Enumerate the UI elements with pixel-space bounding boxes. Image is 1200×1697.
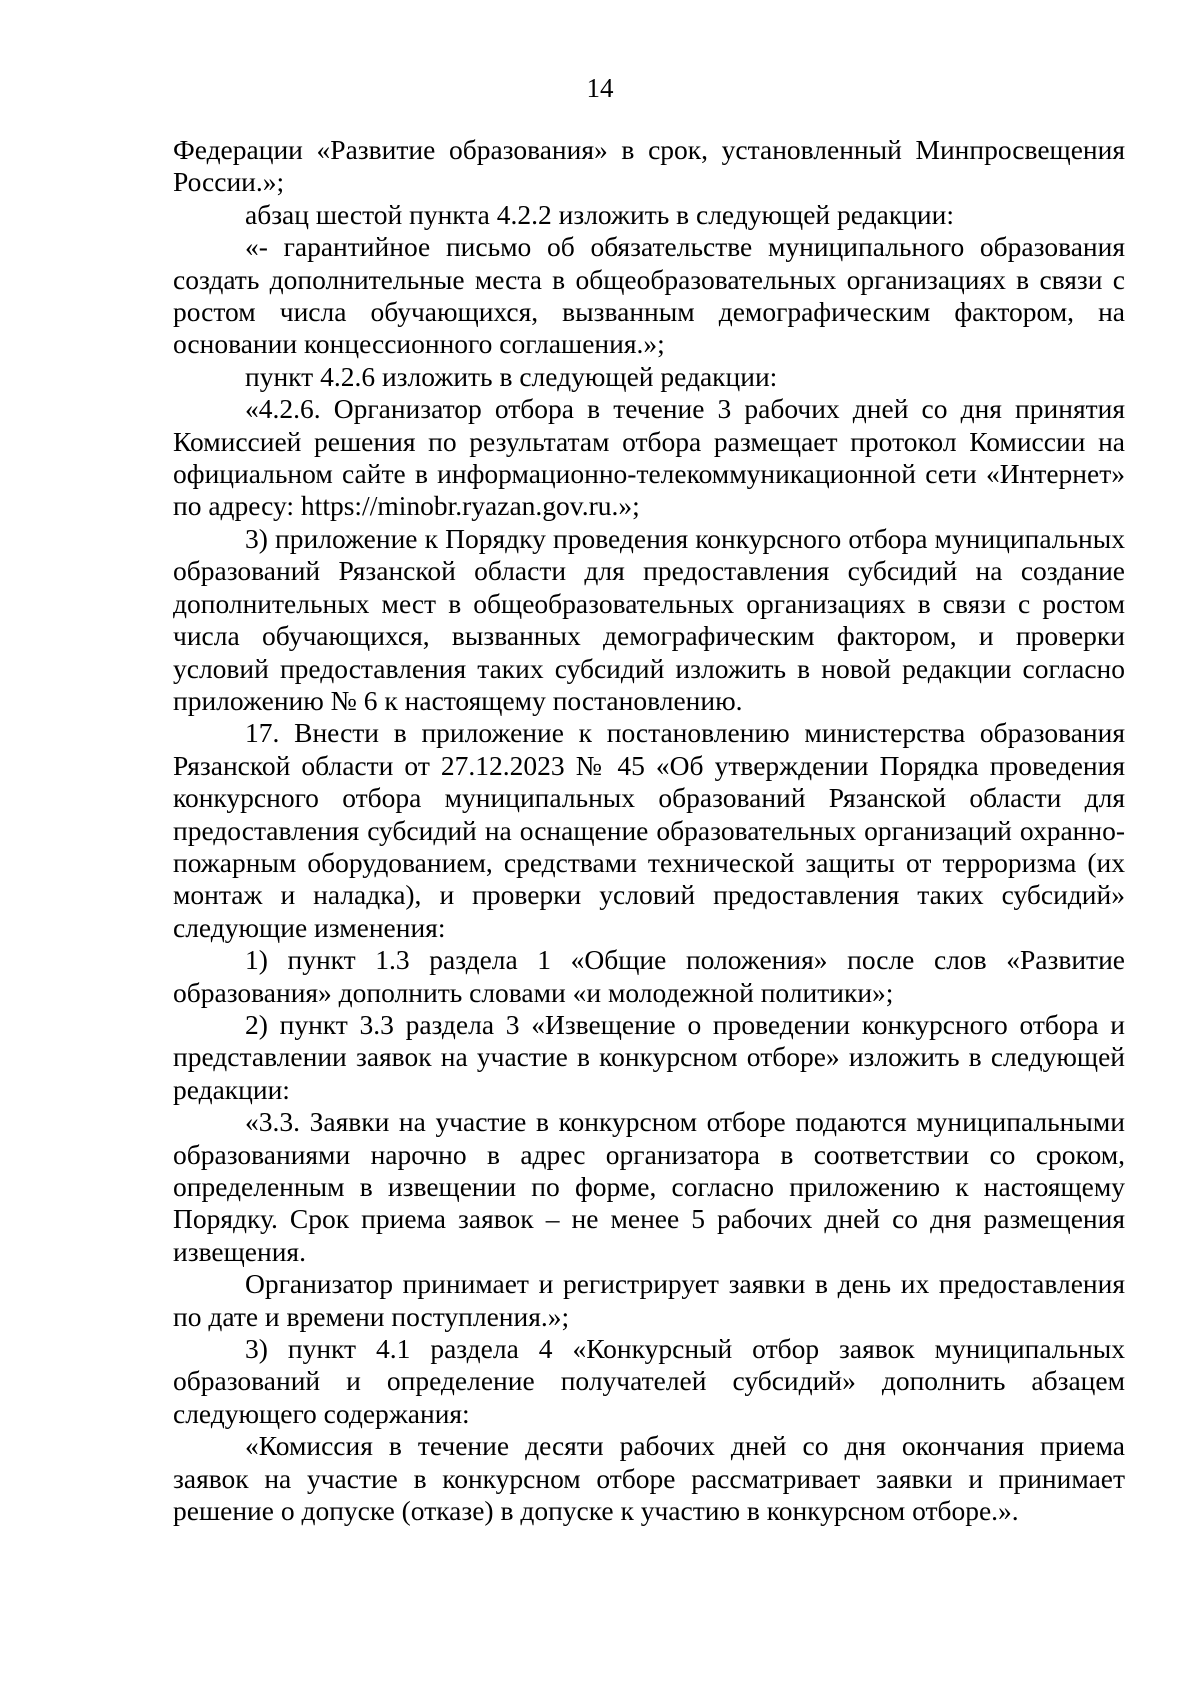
paragraph-amend-4-2-6: пункт 4.2.6 изложить в следующей редакции: <box>245 360 778 392</box>
page-number: 14 <box>586 73 614 103</box>
paragraph-4-2-6-text: «4.2.6. Организатор отбора в течение 3 рабочих дней со дня принятия Комиссией решения по результатам отбора размещает протокол Комиссии на официальном сайте в информационно-телекоммуникационной сети «Интернет» по адресу: https://minobr.ryazan.gov.ru.»; <box>173 393 1125 522</box>
paragraph-commission: «Комиссия в течение десяти рабочих дней со дня окончания приема заявок на участие в конкурсном отборе рассматривает заявки и принимает решение о допуске (отказе) в допуске к участию в конкурсном отборе.». <box>173 1430 1125 1527</box>
paragraph-item-3-appendix: 3) приложение к Порядку проведения конкурсного отбора муниципальных образований Рязанской области для предоставления субсидий на создание дополнительных мест в общеобразовательных организациях в связи с ростом числа обучающихся, вызванных демографическим фактором, и проверки условий предоставления таких субсидий изложить в новой редакции согласно приложению № 6 к настоящему постановлению. <box>173 522 1125 716</box>
paragraph-guarantee-letter: «- гарантийное письмо об обязательстве муниципального образования создать дополнительные места в общеобразовательных организациях в связи с ростом числа обучающихся, вызванным демографическим фактором, на основании концессионного соглашения.»; <box>173 231 1125 360</box>
paragraph-section-17: 17. Внести в приложение к постановлению министерства образования Рязанской области от 27.12.2023 № 45 «Об утверждении Порядка проведения конкурсного отбора муниципальных образований Рязанской области для предоставления субсидий на оснащение образовательных организаций охранно-пожарным оборудованием, средствами технической защиты от терроризма (их монтаж и наладка), и проверки условий предоставления таких субсидий» следующие изменения: <box>173 717 1125 943</box>
paragraph-item-3-section-4: 3) пункт 4.1 раздела 4 «Конкурсный отбор заявок муниципальных образований и определение получателей субсидий» дополнить абзацем следующего содержания: <box>173 1333 1125 1429</box>
paragraph-amend-4-2-2: абзац шестой пункта 4.2.2 изложить в следующей редакции: <box>245 198 954 230</box>
paragraph-item-1: 1) пункт 1.3 раздела 1 «Общие положения» после слов «Развитие образования» дополнить словами «и молодежной политики»; <box>173 944 1125 1008</box>
paragraph-continuation: Федерации «Развитие образования» в срок, установленный Минпросвещения России.»; <box>173 134 1125 198</box>
document-body <box>173 134 1125 1527</box>
paragraph-organizer: Организатор принимает и регистрирует заявки в день их предоставления по дате и времени поступления.»; <box>173 1268 1125 1332</box>
paragraph-item-2: 2) пункт 3.3 раздела 3 «Извещение о проведении конкурсного отбора и представлении заявок на участие в конкурсном отборе» изложить в следующей редакции: <box>173 1008 1125 1105</box>
paragraph-3-3-text: «3.3. Заявки на участие в конкурсном отборе подаются муниципальными образованиями нарочно в адрес организатора в соответствии со сроком, определенным в извещении по форме, согласно приложению к настоящему Порядку. Срок приема заявок – не менее 5 рабочих дней со дня размещения извещения. <box>173 1106 1125 1267</box>
